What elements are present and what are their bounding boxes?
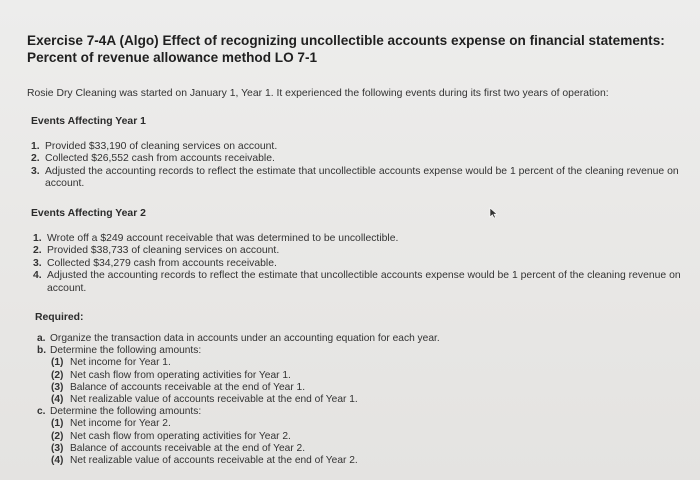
item-label: a. (37, 333, 46, 344)
item-text: Net income for Year 1. (70, 357, 171, 369)
item-number: (4) (51, 394, 64, 406)
list-item (51, 455, 677, 467)
item-text: Provided $33,190 of cleaning services on account. (45, 141, 278, 152)
list-item (33, 270, 685, 295)
item-number: (3) (51, 442, 64, 454)
title-line-1: Exercise 7-4A (Algo) Effect of recognizing uncollectible accounts expense on financial statements: (27, 33, 665, 48)
item-number: 3. (31, 165, 40, 177)
item-text: Collected $34,279 cash from accounts receivable. (47, 257, 277, 269)
item-text: Collected $26,552 cash from accounts receivable. (45, 153, 275, 165)
list-item (51, 370, 677, 382)
item-text: Wrote off a $249 account receivable that was determined to be uncollectible. (47, 233, 399, 244)
list-item (51, 431, 677, 443)
item-number: 3. (33, 257, 42, 269)
required-list (37, 333, 677, 467)
item-number: (3) (51, 381, 64, 393)
intro-text: Rosie Dry Cleaning was started on January 1, Year 1. It experienced the following events during its first two years of operation: (27, 88, 609, 99)
list-item (31, 141, 681, 153)
list-item (33, 245, 685, 257)
item-text: Net income for Year 2. (70, 418, 171, 430)
item-text: Organize the transaction data in accounts under an accounting equation for each year. (50, 333, 440, 344)
mouse-pointer-icon (489, 207, 498, 219)
list-item (51, 382, 677, 394)
item-number: 4. (33, 270, 42, 282)
item-number: (1) (51, 357, 64, 369)
year2-events-list (33, 233, 685, 295)
item-label: b. (37, 345, 47, 357)
item-text: Balance of accounts receivable at the end of Year 1. (70, 381, 306, 393)
year1-heading: Events Affecting Year 1 (31, 116, 146, 127)
required-item-b (37, 345, 677, 357)
list-item (31, 166, 681, 191)
list-item (51, 394, 677, 406)
item-number: 2. (33, 245, 42, 257)
exercise-title (27, 32, 687, 66)
required-b-sublist (37, 357, 677, 406)
list-item (51, 418, 677, 430)
required-item-a (37, 333, 677, 345)
item-text: Net cash flow from operating activities for Year 1. (70, 369, 291, 381)
title-line-2: Percent of revenue allowance method LO 7-1 (27, 50, 318, 65)
list-item (31, 153, 681, 165)
item-text: Determine the following amounts: (50, 345, 202, 357)
item-text: Determine the following amounts: (50, 406, 202, 418)
required-c-sublist (37, 418, 677, 467)
list-item (33, 233, 685, 245)
item-text: Adjusted the accounting records to reflect the estimate that uncollectible accounts expense would be 1 percent of the cleaning revenue on account. (47, 270, 681, 294)
year2-heading: Events Affecting Year 2 (31, 208, 146, 219)
item-number: 1. (31, 141, 40, 152)
item-text: Net realizable value of accounts receivable at the end of Year 1. (70, 394, 358, 406)
item-text: Balance of accounts receivable at the end of Year 2. (70, 442, 306, 454)
required-heading: Required: (35, 312, 84, 323)
item-text: Adjusted the accounting records to reflect the estimate that uncollectible accounts expense would be 1 percent of the cleaning revenue on account. (45, 165, 679, 190)
item-text: Net realizable value of accounts receivable at the end of Year 2. (70, 455, 358, 467)
item-text: Provided $38,733 of cleaning services on account. (47, 245, 280, 257)
item-label: c. (37, 406, 46, 418)
item-number: 2. (31, 153, 40, 165)
item-number: (1) (51, 418, 64, 430)
item-text: Net cash flow from operating activities for Year 2. (70, 430, 291, 442)
year1-events-list (31, 141, 681, 191)
item-number: (4) (51, 455, 64, 467)
list-item (33, 258, 685, 270)
list-item (51, 443, 677, 455)
item-number: 1. (33, 233, 42, 244)
list-item (51, 357, 677, 369)
required-item-c (37, 406, 677, 418)
item-number: (2) (51, 369, 64, 381)
item-number: (2) (51, 430, 64, 442)
